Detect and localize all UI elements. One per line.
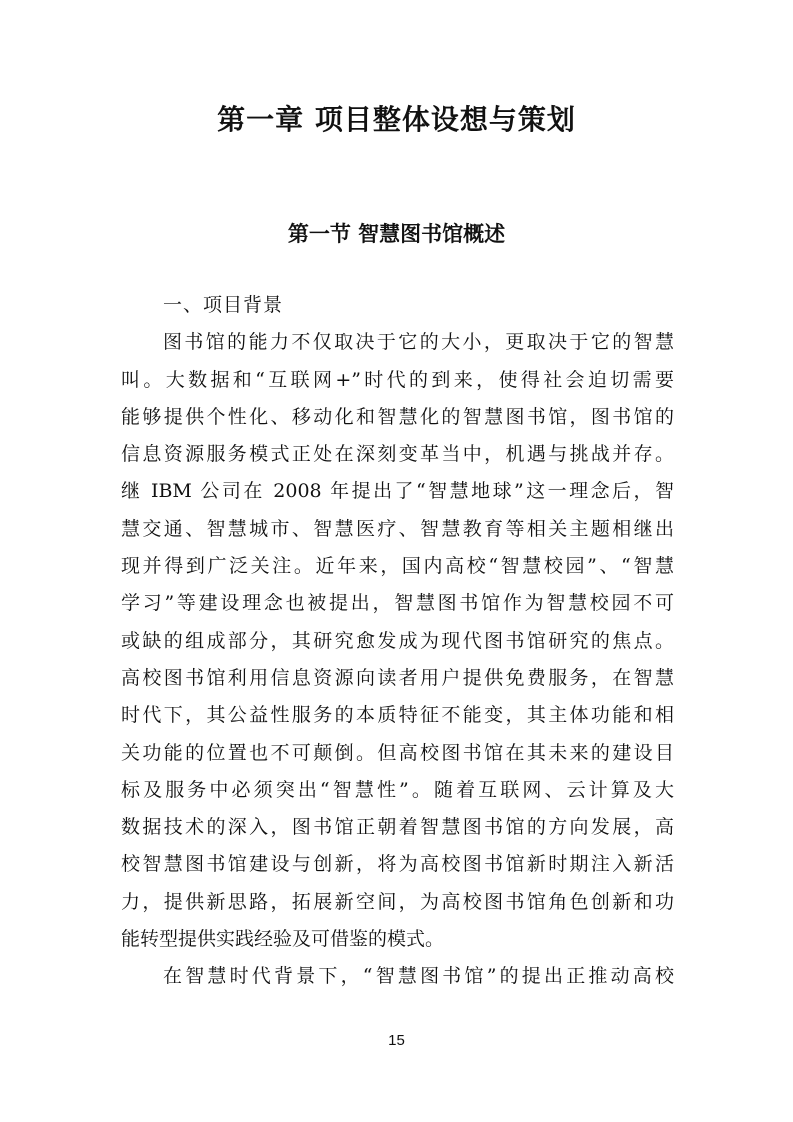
section-title: 第一节 智慧图书馆概述 (287, 222, 506, 246)
chapter-title: 第一章 项目整体设想与策划 (217, 103, 576, 136)
paragraph-line: 数据技术的深入，图书馆正朝着智慧图书馆的方向发展，高 (121, 816, 674, 839)
paragraph-line: 高校图书馆利用信息资源向读者用户提供免费服务，在智慧 (121, 666, 674, 689)
paragraph-line: 叫。大数据和“互联网+”时代的到来，使得社会迫切需要 (121, 368, 674, 391)
paragraph-line: 在智慧时代背景下，“智慧图书馆”的提出正推动高校 (163, 965, 674, 988)
paragraph-line: 现并得到广泛关注。近年来，国内高校“智慧校园”、“智慧 (121, 555, 674, 578)
body-text (121, 287, 674, 996)
page-number: 15 (388, 1032, 405, 1049)
subsection-heading: 一、项目背景 (163, 294, 284, 316)
paragraph-line: 力，提供新思路，拓展新空间，为高校图书馆角色创新和功 (121, 890, 674, 913)
paragraph-line: 能够提供个性化、移动化和智慧化的智慧图书馆，图书馆的 (121, 405, 674, 428)
paragraph-line: 学习”等建设理念也被提出，智慧图书馆作为智慧校园不可 (121, 592, 674, 615)
paragraph-line: 慧交通、智慧城市、智慧医疗、智慧教育等相关主题相继出 (121, 517, 674, 540)
paragraph-line: 或缺的组成部分，其研究愈发成为现代图书馆研究的焦点。 (121, 629, 674, 652)
paragraph-line: 图书馆的能力不仅取决于它的大小，更取决于它的智慧 (163, 331, 674, 354)
paragraph-line: 继 IBM 公司在 2008 年提出了“智慧地球”这一理念后，智 (121, 480, 674, 503)
paragraph-line: 关功能的位置也不可颠倒。但高校图书馆在其未来的建设目 (121, 741, 674, 764)
paragraph-line: 能转型提供实践经验及可借鉴的模式。 (121, 928, 445, 951)
paragraph-line: 时代下，其公益性服务的本质特征不能变，其主体功能和相 (121, 704, 674, 727)
paragraph-line: 信息资源服务模式正处在深刻变革当中，机遇与挑战并存。 (121, 443, 674, 466)
paragraph-line: 校智慧图书馆建设与创新，将为高校图书馆新时期注入新活 (121, 853, 674, 876)
paragraph-line: 标及服务中必须突出“智慧性”。随着互联网、云计算及大 (121, 778, 674, 801)
